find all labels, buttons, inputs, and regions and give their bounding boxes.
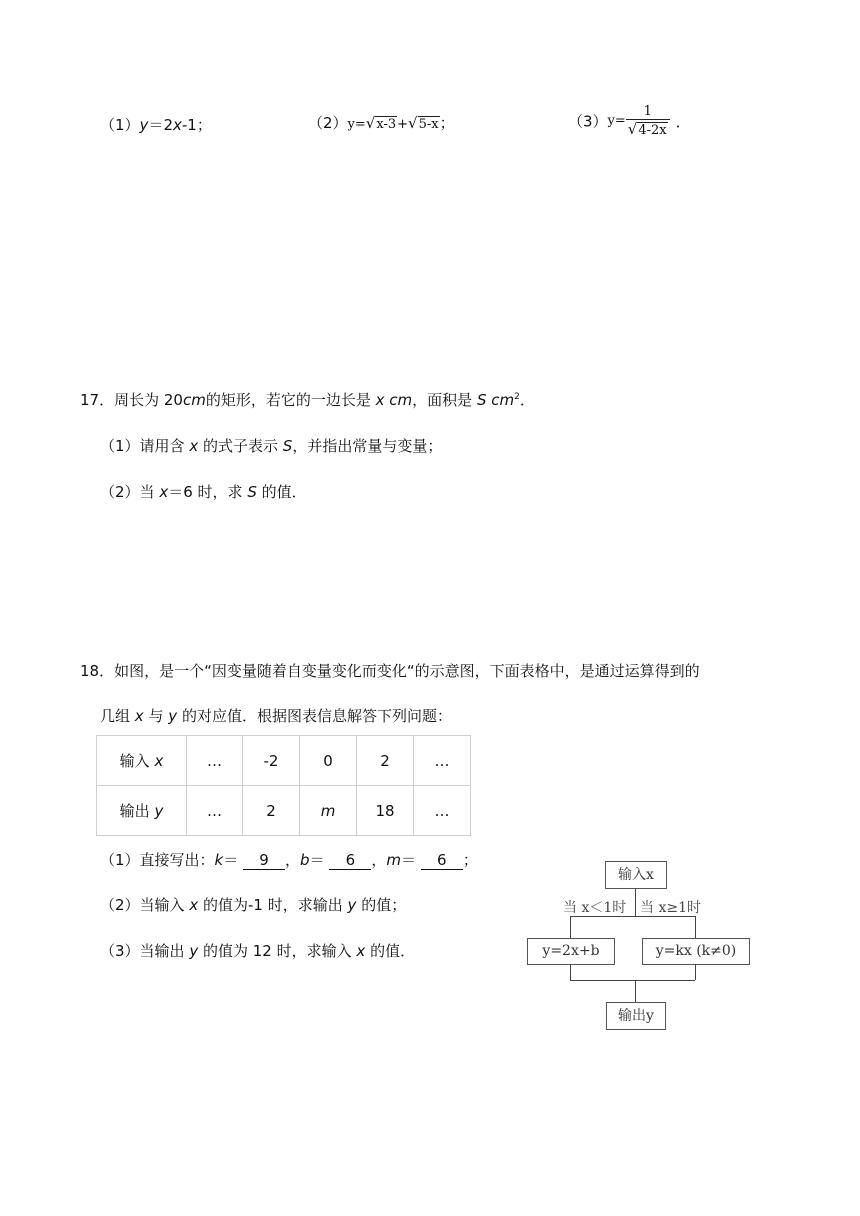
table-head-input: 输入 x bbox=[97, 736, 187, 786]
q18-part1: （1）直接写出：k＝ 9 ，b＝ 6 ，m＝ 6 ； bbox=[100, 851, 478, 869]
q16-part1 bbox=[100, 114, 212, 135]
q18-stem-line2: 几组 x 与 y 的对应值．根据图表信息解答下列问题： bbox=[100, 707, 452, 725]
value-table bbox=[96, 735, 471, 836]
flow-input-box: 输入x bbox=[605, 861, 667, 889]
q17-part2: （2）当 x＝6 时，求 S 的值． bbox=[100, 483, 307, 501]
q16-part2-tail: ； bbox=[439, 114, 455, 132]
flow-line bbox=[695, 964, 696, 980]
table-row bbox=[97, 786, 471, 836]
table-cell: 2 bbox=[357, 736, 414, 786]
flow-line bbox=[570, 916, 571, 938]
answer-b-blank: 6 bbox=[329, 851, 371, 870]
flow-line bbox=[635, 888, 636, 916]
q17-stem: 17．周长为 20cm的矩形，若它的一边长是 x cm，面积是 S $cm^2$． bbox=[80, 391, 535, 409]
q16-part3 bbox=[568, 104, 691, 138]
q16-part3-label: （3） bbox=[568, 112, 608, 131]
table-cell: … bbox=[414, 786, 471, 836]
flow-cond-left: 当 x＜1时 bbox=[563, 900, 627, 916]
fraction-1-over-sqrt: $\frac{1}{√4-2x}$ bbox=[626, 104, 670, 138]
q16-part1-label: （1） bbox=[100, 116, 140, 134]
answer-m-blank: 6 bbox=[421, 851, 463, 870]
flow-left-box: y=2x+b bbox=[527, 938, 615, 965]
q16-part1-x: x bbox=[172, 116, 182, 134]
table-cell: … bbox=[187, 786, 243, 836]
q16-part2-y: y= bbox=[347, 117, 366, 132]
table-cell: … bbox=[414, 736, 471, 786]
answer-k-blank: 9 bbox=[243, 851, 285, 870]
flow-right-box: y=kx (k≠0) bbox=[642, 938, 750, 965]
flow-line bbox=[570, 980, 695, 981]
q16-part1-eq: ＝2 bbox=[148, 116, 173, 134]
q16-part3-tail: ． bbox=[675, 112, 691, 131]
q18-stem-line1: 18．如图，是一个“因变量随着自变量变化而变化“的示意图，下面表格中，是通过运算得到的 bbox=[80, 662, 700, 680]
table-cell: … bbox=[187, 736, 243, 786]
flow-line bbox=[570, 964, 571, 980]
table-head-output: 输出 y bbox=[97, 786, 187, 836]
table-cell: 0 bbox=[300, 736, 357, 786]
q18-part3: （3）当输出 y 的值为 12 时，求输入 x 的值． bbox=[100, 942, 416, 960]
sqrt-5-minus-x: √5-x bbox=[408, 114, 439, 132]
table-cell: 2 bbox=[243, 786, 300, 836]
q16-part2-label: （2） bbox=[308, 114, 348, 132]
q17-part1: （1）请用含 x 的式子表示 S，并指出常量与变量； bbox=[100, 437, 443, 455]
q16-part1-y: y bbox=[139, 116, 149, 134]
q16-part2-plus: + bbox=[397, 117, 409, 132]
table-cell: m bbox=[300, 786, 357, 836]
q16-part2 bbox=[308, 112, 455, 133]
flow-line bbox=[635, 980, 636, 1002]
table-row bbox=[97, 736, 471, 786]
flow-output-box: 输出y bbox=[606, 1002, 666, 1030]
table-cell: 18 bbox=[357, 786, 414, 836]
q16-part3-y: y= bbox=[607, 113, 626, 129]
q18-part2: （2）当输入 x 的值为-1 时，求输出 y 的值； bbox=[100, 896, 407, 914]
sqrt-x-minus-3: √x-3 bbox=[365, 114, 397, 132]
q16-part1-tail: -1； bbox=[181, 116, 212, 134]
table-cell: -2 bbox=[243, 736, 300, 786]
flow-cond-right: 当 x≥1时 bbox=[640, 900, 701, 916]
flow-line bbox=[695, 916, 696, 938]
